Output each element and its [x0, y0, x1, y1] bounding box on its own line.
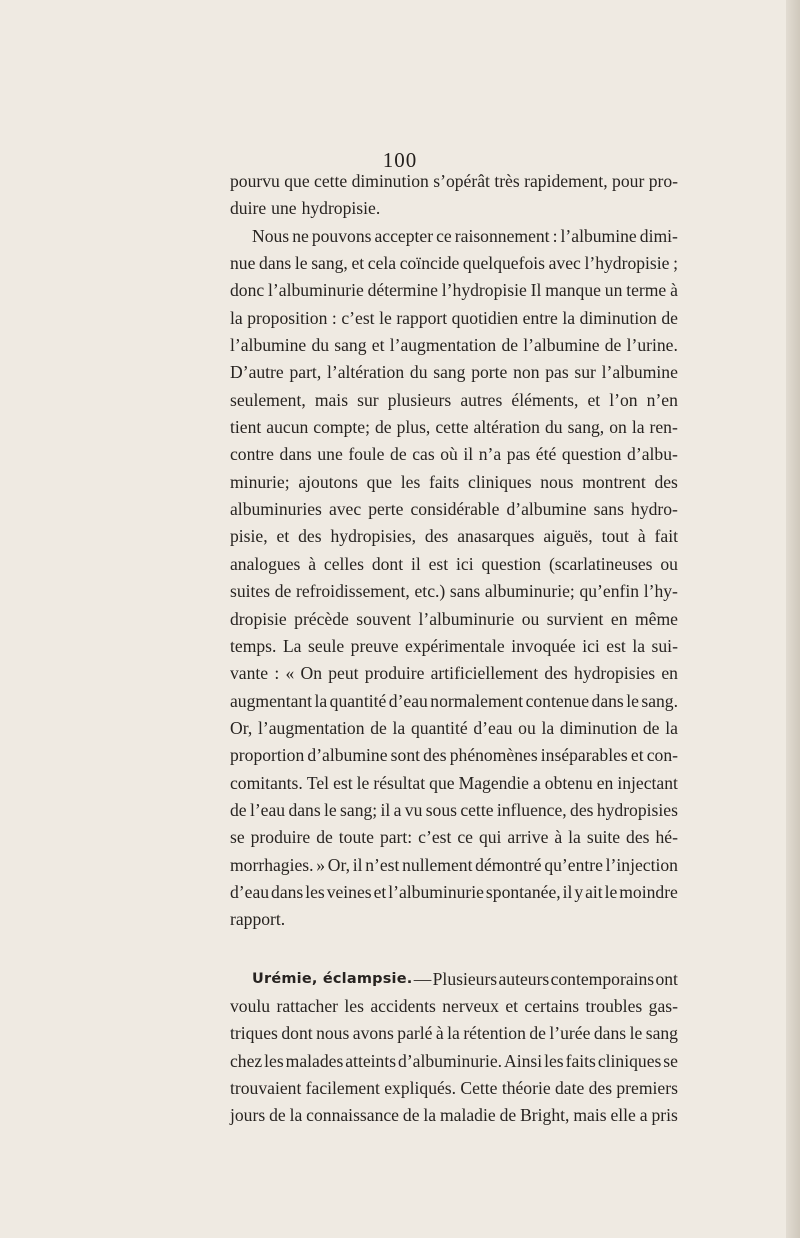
text-line: contre dans une foule de cas où il n’a pas été question d’albu- [230, 444, 678, 465]
text-line: triques dont nous avons parlé à la rétention de l’urée dans le sang [230, 1023, 678, 1044]
text-line: proportion d’albumine sont des phénomènes inséparables et con- [230, 745, 678, 766]
text-line: D’autre part, l’altération du sang porte non pas sur l’albumine [230, 362, 678, 383]
text-line: augmentant la quantité d’eau normalement contenue dans le sang. [230, 690, 678, 711]
section-heading-line: Urémie, éclampsie. — Plusieurs auteurs contemporains ont [230, 966, 678, 993]
text-line: d’eau dans les veines et l’albuminurie spontanée, il y ait le moindre [230, 881, 678, 902]
text-line: temps. La seule preuve expérimentale invoquée ici est la sui- [230, 635, 678, 656]
text-line: minurie; ajoutons que les faits cliniques nous montrent des [230, 471, 678, 492]
text-line: albuminuries avec perte considérable d’albumine sans hydro- [230, 499, 678, 520]
text-line: comitants. Tel est le résultat que Magendie a obtenu en injectant [230, 772, 678, 793]
text-line: voulu rattacher les accidents nerveux et certains troubles gas- [230, 995, 678, 1016]
section-urémie [230, 934, 678, 1130]
page-number: 100 [382, 148, 418, 172]
section-heading: Urémie, éclampsie. [252, 970, 413, 987]
text-line: seulement, mais sur plusieurs autres éléments, et l’on n’en [230, 389, 678, 410]
text-line: la proposition : c’est le rapport quotidien entre la diminution de [230, 307, 678, 328]
text-line: vante : « On peut produire artificiellement des hydropisies en [230, 663, 678, 684]
text-line: dropisie précède souvent l’albuminurie ou survient en même [230, 608, 678, 629]
text-line: jours de la connaissance de la maladie de Bright, mais elle a pris [230, 1105, 678, 1126]
text-line: analogues à celles dont il est ici question (scarlatineuses ou [230, 553, 678, 574]
text-line: trouvaient facilement expliqués. Cette théorie date des premiers [230, 1078, 678, 1098]
text-line: rapport. [230, 909, 286, 930]
text-line: nue dans le sang, et cela coïncide quelquefois avec l’hydropisie ; [230, 253, 678, 274]
page-edge [786, 0, 800, 1238]
body-text [230, 168, 678, 1130]
text-line: pisie, et des hydropisies, des anasarques aiguës, tout à fait [230, 526, 678, 547]
paragraph [230, 223, 678, 934]
text-line: l’albumine du sang et l’augmentation de l’albumine de l’urine. [230, 335, 678, 356]
text-line: suites de refroidissement, etc.) sans albuminurie; qu’enfin l’hy- [230, 581, 678, 602]
text-line: Nous ne pouvons accepter ce raisonnement : l’albumine dimi- [252, 225, 678, 246]
text-line: Or, l’augmentation de la quantité d’eau ou la diminution de la [230, 717, 678, 738]
text-line: se produire de toute part: c’est ce qui arrive à la suite des hé- [230, 827, 678, 848]
text-line: duire une hydropisie. [230, 198, 381, 219]
text-line: pourvu que cette diminution s’opérât très rapidement, pour pro- [230, 171, 678, 191]
text-line: donc l’albuminurie détermine l’hydropisie Il manque un terme à [230, 280, 678, 301]
paragraphs-container [230, 168, 678, 934]
paragraph [230, 168, 678, 223]
text-line: de l’eau dans le sang; il a vu sous cette influence, des hydropisies [230, 799, 678, 820]
text-line: tient aucun compte; de plus, cette altération du sang, on la ren- [230, 417, 678, 438]
text-line: morrhagies. » Or, il n’est nullement démontré qu’entre l’injection [230, 854, 678, 875]
text-line: chez les malades atteints d’albuminurie. Ainsi les faits cliniques se [230, 1050, 678, 1071]
